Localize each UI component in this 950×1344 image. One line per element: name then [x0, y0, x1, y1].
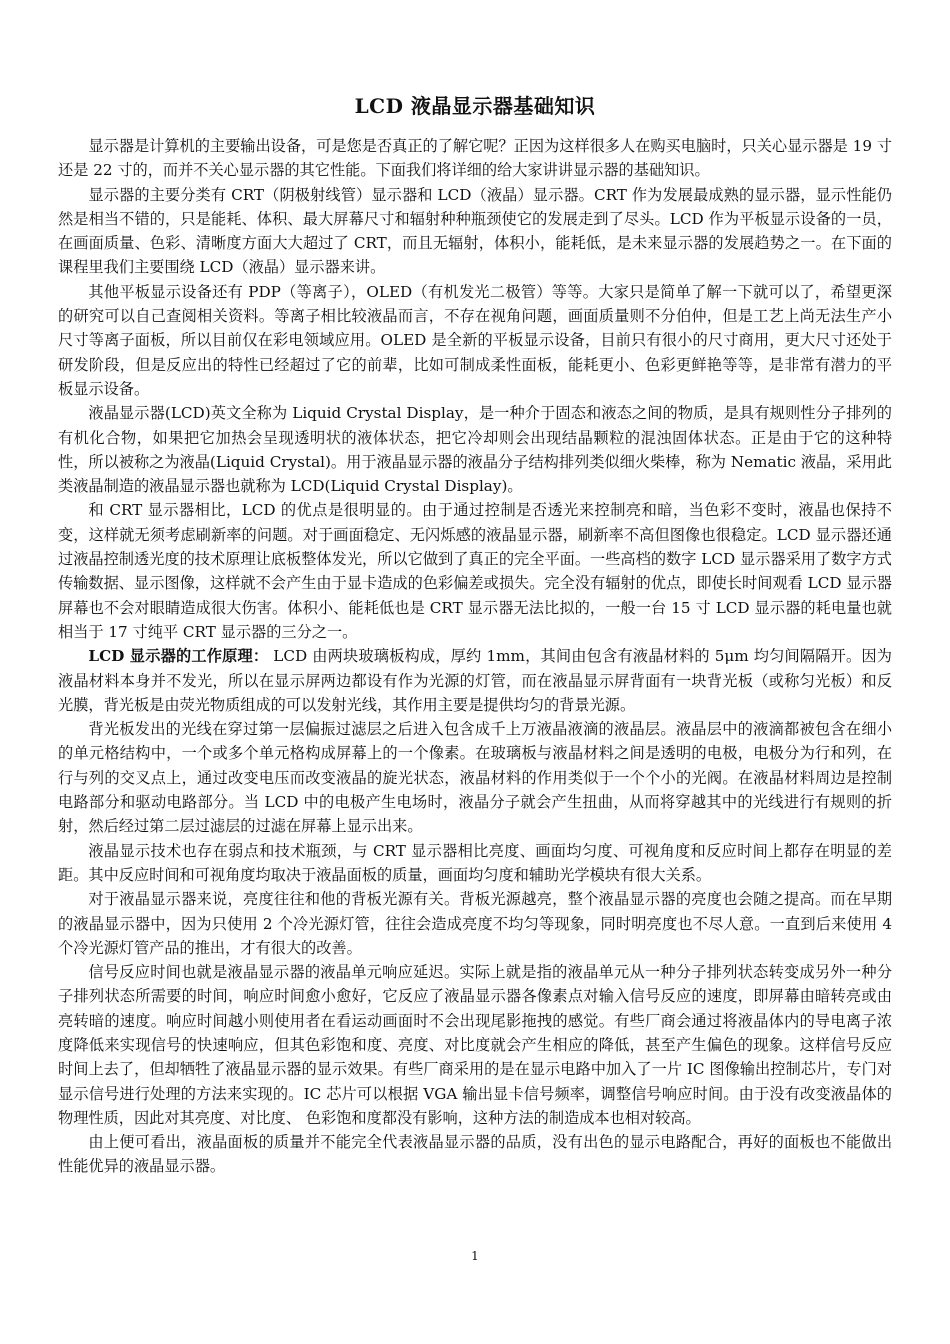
paragraph-lcd-definition: 液晶显示器(LCD)英文全称为 Liquid Crystal Display，是一种介于固态和液态之间的物质，是具有规则性分子排列的有机化合物，如果把它加热会呈现透明状的液体状态，把它冷却则会出现结晶颗粒的混浊固体状态。正是由于它的这种特性，所以被称之为液晶(Liquid Crystal)。用于液晶显示器的液晶分子结构排列类似细火柴棒，称为 Nematic 液晶，采用此类液晶制造的液晶显示器也就称为 LCD(Liquid Crystal Display)。	[58, 404, 892, 496]
paragraph-response-time: 信号反应时间也就是液晶显示器的液晶单元响应延迟。实际上就是指的液晶单元从一种分子排列状态转变成另外一种分子排列状态所需要的时间，响应时间愈小愈好，它反应了液晶显示器各像素点对输入信号反应的速度，即屏幕由暗转亮或由亮转暗的速度。响应时间越小则使用者在看运动画面时不会出现尾影拖拽的感觉。有些厂商会通过将液晶体内的导电离子浓度降低来实现信号的快速响应，但其色彩饱和度、亮度、对比度就会产生相应的降低，甚至产生偏色的现象。这样信号反应时间上去了，但却牺牲了液晶显示器的显示效果。有些厂商采用的是在显示电路中加入了一片 IC 图像输出控制芯片，专门对显示信号进行处理的方法来实现的。IC 芯片可以根据 VGA 输出显卡信号频率，调整信号响应时间。由于没有改变液晶体的物理性质，因此对其亮度、对比度、 色彩饱和度都没有影响，这种方法的制造成本也相对较高。	[58, 963, 892, 1127]
paragraph-classification: 显示器的主要分类有 CRT（阴极射线管）显示器和 LCD（液晶）显示器。CRT 作为发展最成熟的显示器，显示性能仍然是相当不错的，只是能耗、体积、最大屏幕尺寸和辐射种种瓶颈使它的发展走到了尽头。LCD 作为平板显示设备的一员，在画面质量、色彩、清晰度方面大大超过了 CRT，而且无辐射，体积小，能耗低，是未来显示器的发展趋势之一。在下面的课程里我们主要围绕 LCD（液晶）显示器来讲。	[58, 185, 892, 277]
document-body	[58, 134, 892, 1179]
paragraph-conclusion: 由上便可看出，液晶面板的质量并不能完全代表液晶显示器的品质，没有出色的显示电路配合，再好的面板也不能做出性能优异的液晶显示器。	[58, 1133, 892, 1176]
page-number: 1	[471, 1249, 479, 1263]
paragraph-backlight: 背光板发出的光线在穿过第一层偏振过滤层之后进入包含成千上万液晶液滴的液晶层。液晶层中的液滴都被包含在细小的单元格结构中，一个或多个单元格构成屏幕上的一个像素。在玻璃板与液晶材料之间是透明的电极，电极分为行和列，在行与列的交叉点上，通过改变电压而改变液晶的旋光状态，液晶材料的作用类似于一个个小的光阀。在液晶材料周边是控制电路部分和驱动电路部分。当 LCD 中的电极产生电场时，液晶分子就会产生扭曲，从而将穿越其中的光线进行有规则的折射，然后经过第二层过滤层的过滤在屏幕上显示出来。	[58, 720, 892, 836]
paragraph-lcd-advantages: 和 CRT 显示器相比，LCD 的优点是很明显的。由于通过控制是否透光来控制亮和暗，当色彩不变时，液晶也保持不变，这样就无须考虑刷新率的问题。对于画面稳定、无闪烁感的液晶显示器，刷新率不高但图像也很稳定。LCD 显示器还通过液晶控制透光度的技术原理让底板整体发光，所以它做到了真正的完全平面。一些高档的数字 LCD 显示器采用了数字方式传输数据、显示图像，这样就不会产生由于显卡造成的色彩偏差或损失。完全没有辐射的优点，即使长时间观看 LCD 显示器屏幕也不会对眼睛造成很大伤害。体积小、能耗低也是 CRT 显示器无法比拟的，一般一台 15 寸 LCD 显示器的耗电量也就相当于 17 寸纯平 CRT 显示器的三分之一。	[58, 501, 892, 641]
paragraph-other-displays: 其他平板显示设备还有 PDP（等离子），OLED（有机发光二极管）等等。大家只是简单了解一下就可以了，希望更深的研究可以自己查阅相关资料。等离子相比较液晶而言，不存在视角问题，画面质量则不分伯仲，但是工艺上尚无法生产小尺寸等离子面板，所以目前仅在彩电领域应用。OLED 是全新的平板显示设备，目前只有很小的尺寸商用，更大尺寸还处于研发阶段，但是反应出的特性已经超过了它的前辈，比如可制成柔性面板，能耗更小、色彩更鲜艳等等，是非常有潜力的平板显示设备。	[58, 282, 892, 398]
paragraph-weaknesses: 液晶显示技术也存在弱点和技术瓶颈，与 CRT 显示器相比亮度、画面均匀度、可视角度和反应时间上都存在明显的差距。其中反应时间和可视角度均取决于液晶面板的质量，画面均匀度和辅助光学模块有很大关系。	[58, 841, 892, 884]
paragraph-intro: 显示器是计算机的主要输出设备，可是您是否真正的了解它呢？正因为这样很多人在购买电脑时，只关心显示器是 19 寸还是 22 寸的，而并不关心显示器的其它性能。下面我们将详细的给大家讲讲显示器的基础知识。	[58, 137, 892, 180]
principle-lead: LCD 显示器的工作原理：	[88, 647, 269, 666]
page-title: LCD 液晶显示器基础知识	[354, 94, 596, 118]
principle-text: LCD 由两块玻璃板构成，厚约 1mm，其间由包含有液晶材料的 5μm 均匀间隔隔开。因为液晶材料本身并不发光，所以在显示屏两边都设有作为光源的灯管，而在液晶显示屏背面有一块背光板（或称匀光板）和反光膜，背光板是由荧光物质组成的可以发射光线，其作用主要是提供均匀的背景光源。	[58, 647, 892, 714]
paragraph-brightness: 对于液晶显示器来说，亮度往往和他的背板光源有关。背板光源越亮，整个液晶显示器的亮度也会随之提高。而在早期的液晶显示器中，因为只使用 2 个冷光源灯管，往往会造成亮度不均匀等现象，同时明亮度也不尽人意。一直到后来使用 4 个冷光源灯管产品的推出，才有很大的改善。	[58, 890, 892, 957]
paragraph-working-principle	[58, 644, 892, 717]
